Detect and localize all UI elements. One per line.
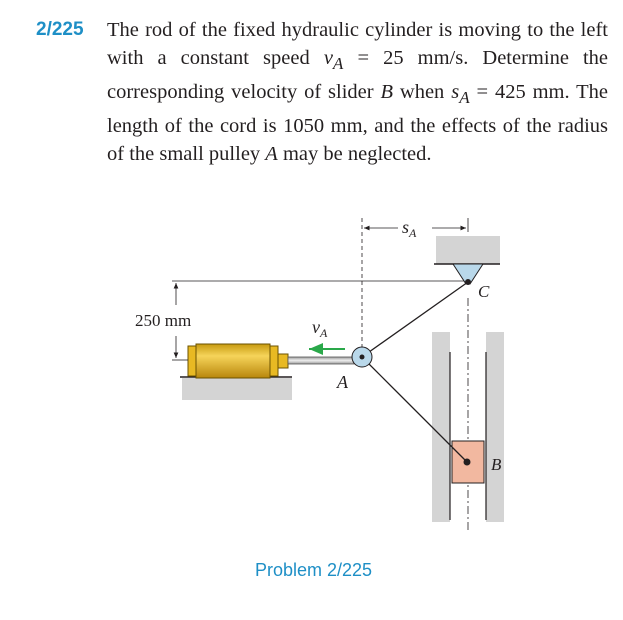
label-c: C: [478, 282, 490, 301]
ceiling-support: [436, 236, 500, 264]
label-a: A: [337, 372, 348, 392]
label-va: $v_A$: [312, 317, 328, 340]
sA-label: $s_A$: [402, 217, 417, 240]
piston-rod: [288, 357, 354, 364]
speed-symbol: v: [323, 47, 333, 69]
problem-text: The rod of the fixed hydraulic cylinder is moving to the left with a constant speed $v_A = 25$ mm/s. Determine the corresponding velocity of slider B when $s_A = 425$ mm. The length of the cord is 1050 mm, and the effects of the radius of the small pulley A may be neglected.: [107, 19, 609, 166]
label-b: B: [491, 455, 502, 474]
dim-250-label: 250 mm: [135, 311, 192, 330]
pin-a: [360, 355, 365, 360]
problem-number: 2/225: [36, 19, 84, 40]
cord-a-to-c: [362, 282, 468, 357]
ground-block: [182, 378, 292, 400]
